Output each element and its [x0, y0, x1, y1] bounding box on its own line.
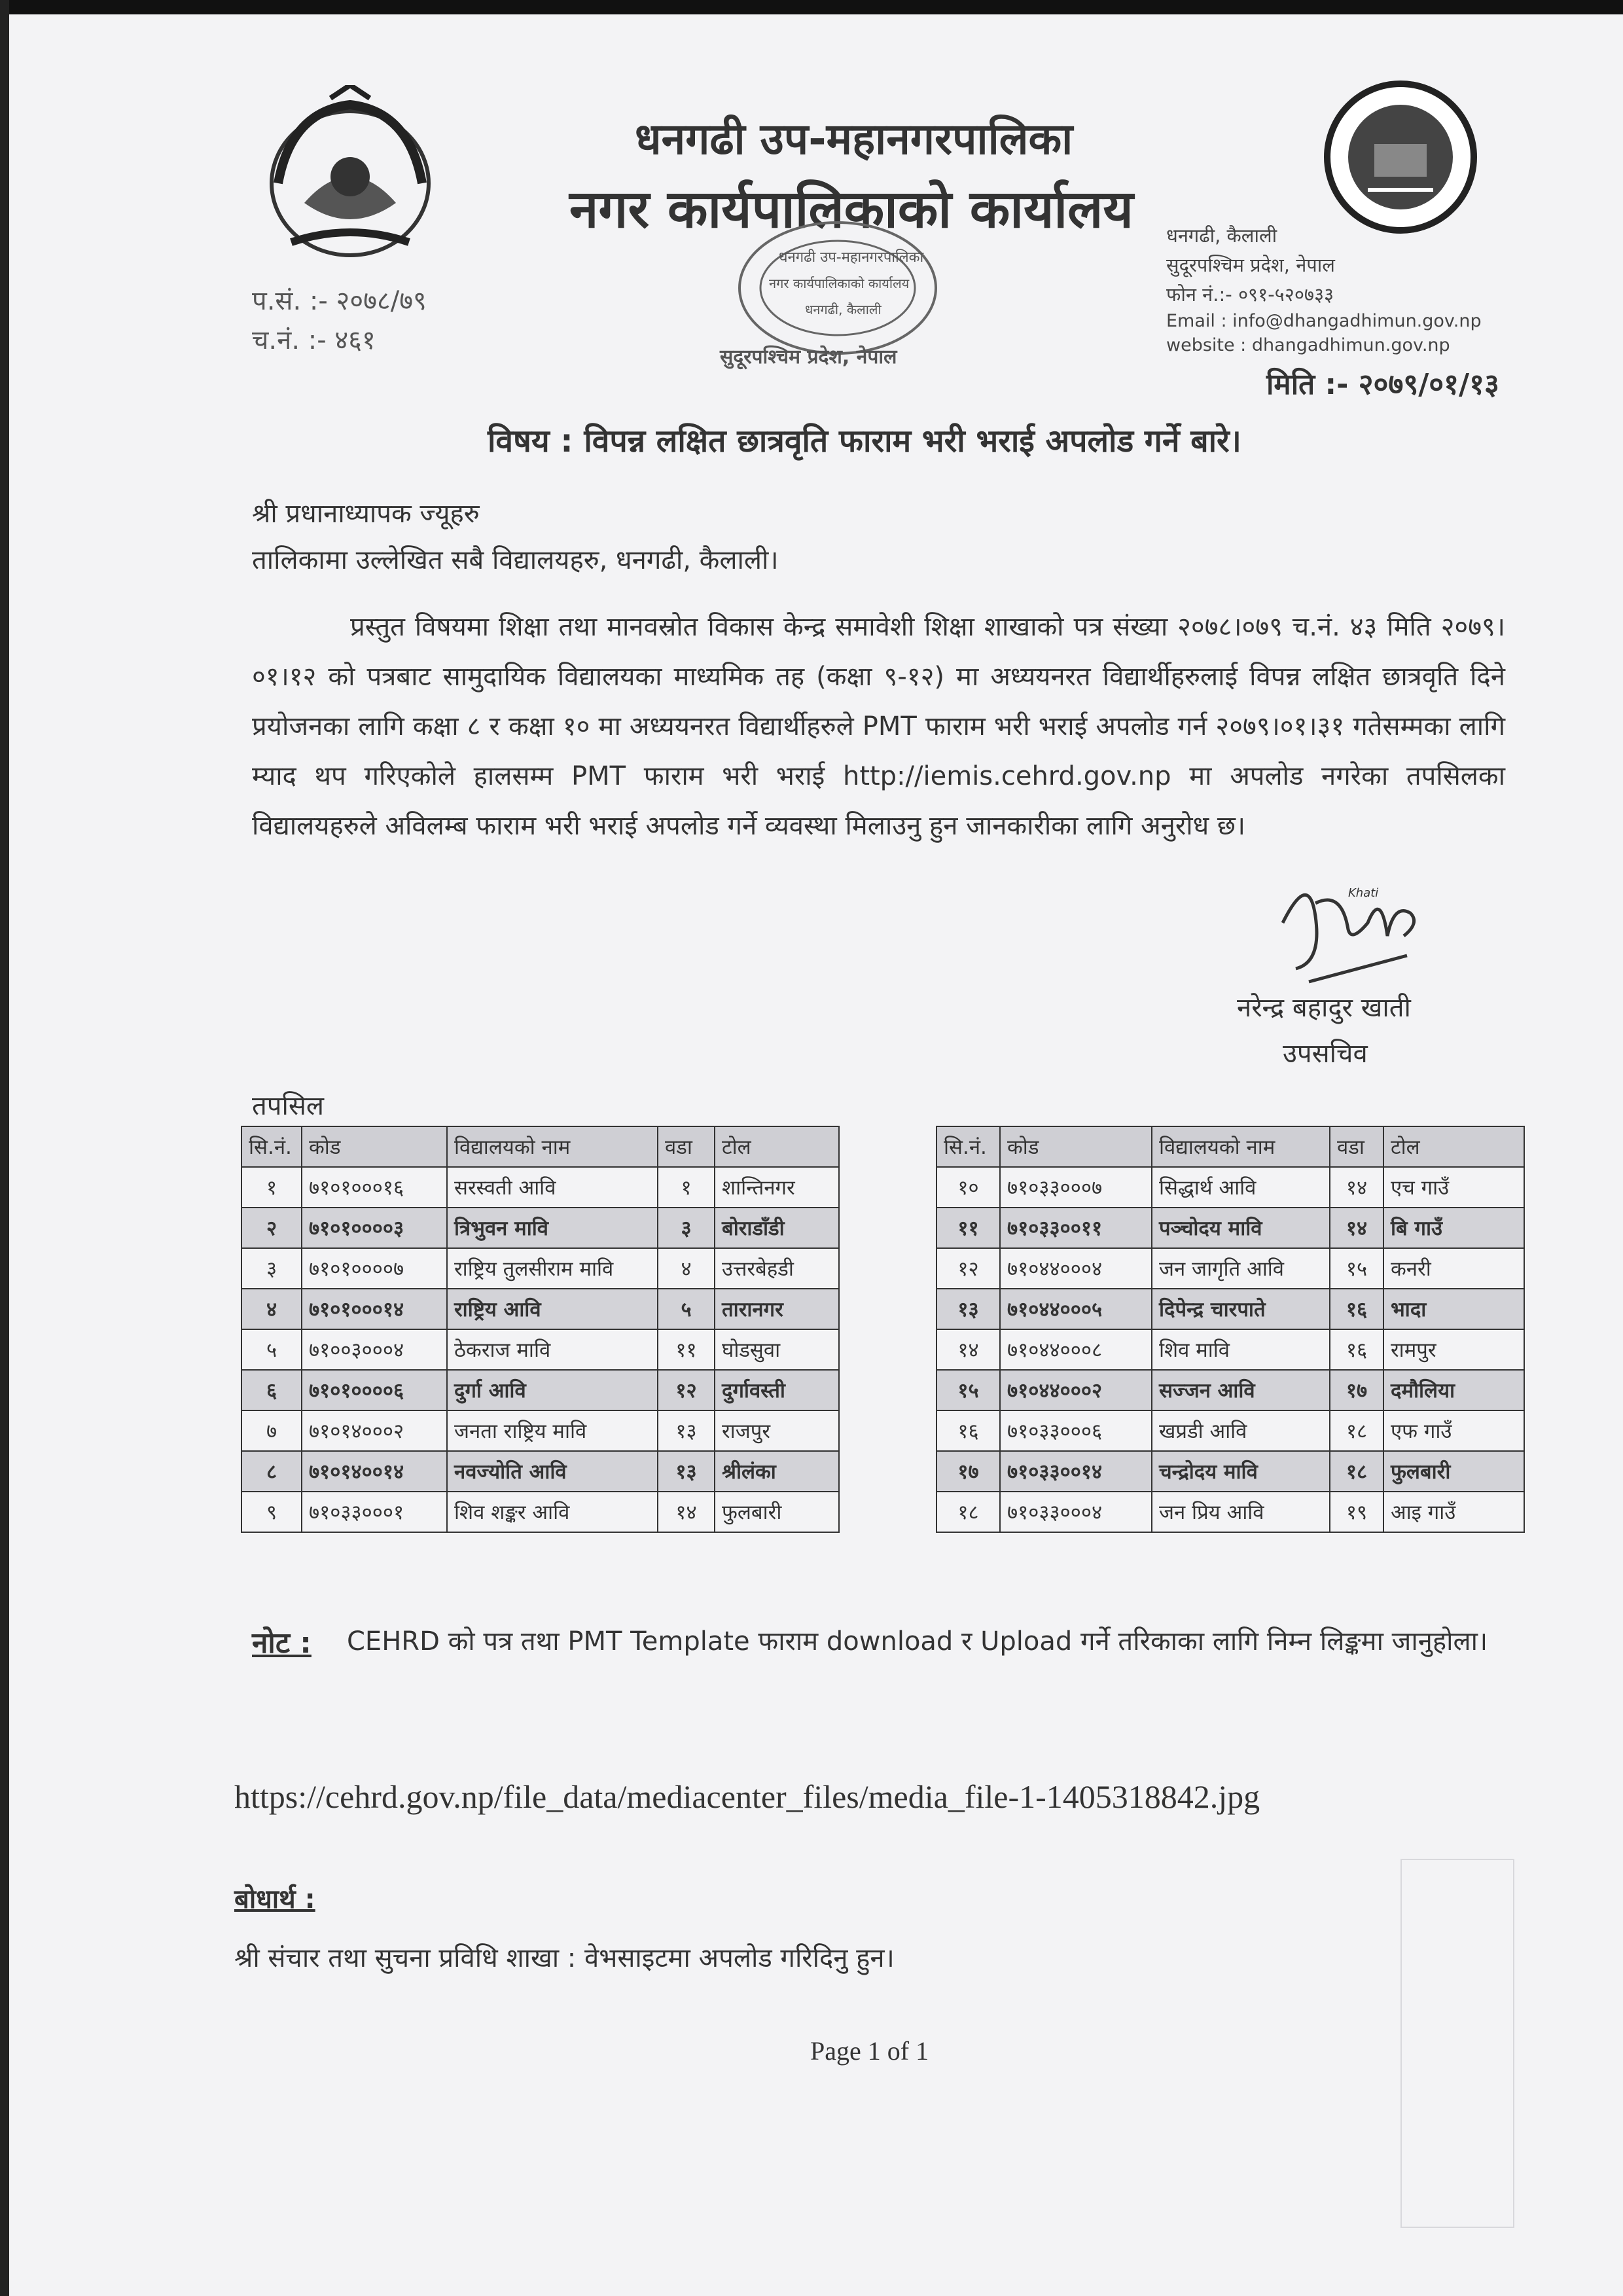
table-row	[241, 1248, 839, 1289]
col-header: विद्यालयको नाम	[447, 1126, 658, 1167]
cell-school-name: दिपेन्द्र चारपाते	[1152, 1289, 1330, 1329]
cell-ward: ५	[658, 1289, 715, 1329]
svg-text:धनगढी, कैलाली: धनगढी, कैलाली	[805, 302, 882, 317]
bleed-through-box	[1400, 1859, 1514, 2228]
col-header: कोड	[1000, 1126, 1152, 1167]
cell-school-name: सरस्वती आवि	[447, 1167, 658, 1208]
body-paragraph: प्रस्तुत विषयमा शिक्षा तथा मानवस्रोत विकास केन्द्र समावेशी शिक्षा शाखाको पत्र संख्या २०७८।०७९ च.नं. ४३ मिति २०७९।०१।१२ को पत्रबाट सामुदायिक विद्यालयका माध्यमिक तह (कक्षा ९-१२) मा अध्ययनरत विद्यार्थीहरुलाई विपन्न लक्षित छात्रवृति दिने प्रयोजनका लागि कक्षा ८ र कक्षा १० मा अध्ययनरत विद्यार्थीहरुले PMT फाराम भरी भराई अपलोड गर्न २०७९।०१।३१ गतेसम्मका लागि म्याद थप गरिएकोले हालसम्म PMT फाराम भरी भराई http://iemis.cehrd.gov.np मा अपलोड नगरेका तपसिलका विद्यालयहरुले अविलम्ब फाराम भरी भराई अपलोड गर्ने व्यवस्था मिलाउनु हुन जानकारीका लागि अनुरोध छ।	[252, 612, 1505, 841]
cell-ward: १६	[1330, 1289, 1383, 1329]
cell-ward: १७	[1330, 1370, 1383, 1410]
signatory-title: उपसचिव	[1283, 1039, 1368, 1069]
cell-ward: १	[658, 1167, 715, 1208]
cell-code: ७१०१४००१४	[302, 1451, 447, 1492]
cell-code: ७१०३३०००७	[1000, 1167, 1152, 1208]
cell-ward: ११	[658, 1329, 715, 1370]
cell-tole: दुर्गावस्ती	[715, 1370, 839, 1410]
cell-ward: १३	[658, 1451, 715, 1492]
table-row	[936, 1410, 1524, 1451]
cc-text: श्री संचार तथा सुचना प्रविधि शाखा : वेभसाइटमा अपलोड गरिदिनु हुन।	[234, 1943, 895, 1973]
table-row	[936, 1248, 1524, 1289]
cell-school-name: चन्द्रोदय मावि	[1152, 1451, 1330, 1492]
schedule-label: तपसिल	[252, 1091, 325, 1121]
table-row	[241, 1451, 839, 1492]
office-stamp	[707, 216, 982, 373]
cell-sn: ८	[241, 1451, 302, 1492]
cell-school-name: जन जागृति आवि	[1152, 1248, 1330, 1289]
cell-code: ७१०३३०००६	[1000, 1410, 1152, 1451]
cell-school-name: दुर्गा आवि	[447, 1370, 658, 1410]
cell-code: ७१००३०००४	[302, 1329, 447, 1370]
cell-tole: कनरी	[1383, 1248, 1524, 1289]
cell-tole: फुलबारी	[1383, 1451, 1524, 1492]
address-line: धनगढी, कैलाली	[1166, 224, 1277, 247]
cell-sn: १६	[936, 1410, 1000, 1451]
cell-school-name: खप्रडी आवि	[1152, 1410, 1330, 1451]
cell-ward: १२	[658, 1370, 715, 1410]
cell-sn: १५	[936, 1370, 1000, 1410]
cell-code: ७१०३३००१४	[1000, 1451, 1152, 1492]
table-row	[241, 1492, 839, 1532]
cell-ward: १५	[1330, 1248, 1383, 1289]
col-header: सि.नं.	[936, 1126, 1000, 1167]
cell-school-name: पञ्चोदय मावि	[1152, 1208, 1330, 1248]
download-link[interactable]: https://cehrd.gov.np/file_data/mediacenter_files/media_file-1-1405318842.jpg	[234, 1778, 1260, 1815]
letter-subject: विषय : विपन्न लक्षित छात्रवृति फाराम भरी भराई अपलोड गर्ने बारे।	[488, 423, 1241, 459]
cell-sn: १४	[936, 1329, 1000, 1370]
cell-ward: ४	[658, 1248, 715, 1289]
table-row	[936, 1492, 1524, 1532]
cell-code: ७१०४४०००८	[1000, 1329, 1152, 1370]
cell-ward: १६	[1330, 1329, 1383, 1370]
table-row	[936, 1329, 1524, 1370]
scan-border-left	[0, 0, 9, 2296]
cell-sn: १८	[936, 1492, 1000, 1532]
cell-ward: ३	[658, 1208, 715, 1248]
cell-school-name: ठेकराज मावि	[447, 1329, 658, 1370]
table-row	[241, 1410, 839, 1451]
cell-school-name: शिव शङ्कर आवि	[447, 1492, 658, 1532]
cell-code: ७१०३३०००४	[1000, 1492, 1152, 1532]
cell-tole: राजपुर	[715, 1410, 839, 1451]
cell-sn: १२	[936, 1248, 1000, 1289]
cell-tole: रामपुर	[1383, 1329, 1524, 1370]
cell-tole: श्रीलंका	[715, 1451, 839, 1492]
cell-sn: १३	[936, 1289, 1000, 1329]
cell-ward: १४	[658, 1492, 715, 1532]
page-number: Page 1 of 1	[810, 2036, 929, 2066]
scan-border-top	[0, 0, 1623, 14]
cell-tole: शान्तिनगर	[715, 1167, 839, 1208]
cell-sn: १	[241, 1167, 302, 1208]
cell-tole: घोडसुवा	[715, 1329, 839, 1370]
nepal-emblem-logo	[252, 85, 448, 268]
col-header: वडा	[1330, 1126, 1383, 1167]
address-line: फोन नं.:- ०९१-५२०७३३	[1166, 283, 1334, 306]
col-header: वडा	[658, 1126, 715, 1167]
cell-ward: १८	[1330, 1451, 1383, 1492]
cell-code: ७१०४४०००५	[1000, 1289, 1152, 1329]
cell-tole: भादा	[1383, 1289, 1524, 1329]
addressee-line1: श्री प्रधानाध्यापक ज्यूहरु	[252, 499, 480, 529]
schedule-table-right	[936, 1126, 1525, 1533]
cell-sn: ३	[241, 1248, 302, 1289]
cell-sn: १७	[936, 1451, 1000, 1492]
table-row	[936, 1208, 1524, 1248]
cell-sn: २	[241, 1208, 302, 1248]
cell-tole: दमौलिया	[1383, 1370, 1524, 1410]
note-label: नोट :	[252, 1626, 312, 1660]
col-header: टोल	[1383, 1126, 1524, 1167]
dispatch-number: च.नं. :- ४६१	[252, 325, 376, 355]
cell-sn: १०	[936, 1167, 1000, 1208]
note-text: CEHRD को पत्र तथा PMT Template फाराम download र Upload गर्ने तरिकाका लागि निम्न लिङ्कमा जानुहोला।	[347, 1626, 1488, 1657]
signatory-name: नरेन्द्र बहादुर खाती	[1237, 993, 1411, 1023]
table-row	[936, 1451, 1524, 1492]
cell-tole: बोराडाँडी	[715, 1208, 839, 1248]
addressee-line2: तालिकामा उल्लेखित सबै विद्यालयहरु, धनगढी, कैलाली।	[252, 545, 779, 575]
signature-image	[1270, 864, 1440, 988]
table-row	[936, 1289, 1524, 1329]
cell-sn: ११	[936, 1208, 1000, 1248]
email-line: Email : info@dhangadhimun.gov.np	[1166, 311, 1482, 331]
org-name-line1: धनगढी उप-महानगरपालिका	[635, 114, 1073, 164]
svg-text:सुदूरपश्चिम प्रदेश, नेपाल: सुदूरपश्चिम प्रदेश, नेपाल	[720, 346, 897, 368]
cell-ward: १३	[658, 1410, 715, 1451]
svg-text:Khati: Khati	[1348, 886, 1379, 900]
table-row	[241, 1167, 839, 1208]
cell-tole: उत्तरबेहडी	[715, 1248, 839, 1289]
svg-text:धनगढी उप-महानगरपालिका: धनगढी उप-महानगरपालिका	[779, 249, 924, 266]
cell-sn: ४	[241, 1289, 302, 1329]
cell-tole: आइ गाउँ	[1383, 1492, 1524, 1532]
org-name-line2: नगर कार्यपालिकाको कार्यालय	[569, 179, 1133, 240]
cell-tole: तारानगर	[715, 1289, 839, 1329]
address-line: सुदूरपश्चिम प्रदेश, नेपाल	[1166, 254, 1335, 276]
cell-code: ७१०१०००१६	[302, 1167, 447, 1208]
cell-school-name: जनता राष्ट्रिय मावि	[447, 1410, 658, 1451]
table-row	[936, 1370, 1524, 1410]
cell-school-name: सज्जन आवि	[1152, 1370, 1330, 1410]
cell-code: ७१०१००००३	[302, 1208, 447, 1248]
cell-school-name: त्रिभुवन मावि	[447, 1208, 658, 1248]
cell-school-name: शिव मावि	[1152, 1329, 1330, 1370]
cell-tole: फुलबारी	[715, 1492, 839, 1532]
website-line: website : dhangadhimun.gov.np	[1166, 335, 1450, 355]
cell-code: ७१०१००००७	[302, 1248, 447, 1289]
cell-ward: १४	[1330, 1167, 1383, 1208]
cell-code: ७१०४४०००४	[1000, 1248, 1152, 1289]
cell-code: ७१०१०००१४	[302, 1289, 447, 1329]
cell-school-name: सिद्धार्थ आवि	[1152, 1167, 1330, 1208]
cc-label: बोधार्थ :	[234, 1884, 315, 1914]
cell-sn: ५	[241, 1329, 302, 1370]
cell-school-name: राष्ट्रिय आवि	[447, 1289, 658, 1329]
cell-code: ७१०१४०००२	[302, 1410, 447, 1451]
cell-ward: १८	[1330, 1410, 1383, 1451]
table-row	[241, 1370, 839, 1410]
col-header: टोल	[715, 1126, 839, 1167]
cell-ward: १४	[1330, 1208, 1383, 1248]
table-row	[936, 1167, 1524, 1208]
cell-sn: ७	[241, 1410, 302, 1451]
col-header: कोड	[302, 1126, 447, 1167]
col-header: विद्यालयको नाम	[1152, 1126, 1330, 1167]
municipality-seal-logo	[1322, 79, 1479, 236]
svg-text:नगर कार्यपालिकाको कार्यालय: नगर कार्यपालिकाको कार्यालय	[769, 276, 910, 291]
letter-date: मिति :- २०७९/०१/१३	[1266, 368, 1499, 401]
schedule-table-left	[241, 1126, 840, 1533]
cell-tole: एफ गाउँ	[1383, 1410, 1524, 1451]
cell-code: ७१०४४०००२	[1000, 1370, 1152, 1410]
cell-ward: १९	[1330, 1492, 1383, 1532]
col-header: सि.नं.	[241, 1126, 302, 1167]
cell-code: ७१०१००००६	[302, 1370, 447, 1410]
table-row	[241, 1329, 839, 1370]
cell-tole: एच गाउँ	[1383, 1167, 1524, 1208]
cell-school-name: नवज्योति आवि	[447, 1451, 658, 1492]
cell-school-name: जन प्रिय आवि	[1152, 1492, 1330, 1532]
table-row	[241, 1289, 839, 1329]
cell-tole: बि गाउँ	[1383, 1208, 1524, 1248]
table-row	[241, 1208, 839, 1248]
cell-sn: ९	[241, 1492, 302, 1532]
cell-sn: ६	[241, 1370, 302, 1410]
cell-code: ७१०३३०००१	[302, 1492, 447, 1532]
reference-number: प.सं. :- २०७८/७९	[252, 286, 427, 316]
cell-school-name: राष्ट्रिय तुलसीराम मावि	[447, 1248, 658, 1289]
cell-code: ७१०३३००११	[1000, 1208, 1152, 1248]
